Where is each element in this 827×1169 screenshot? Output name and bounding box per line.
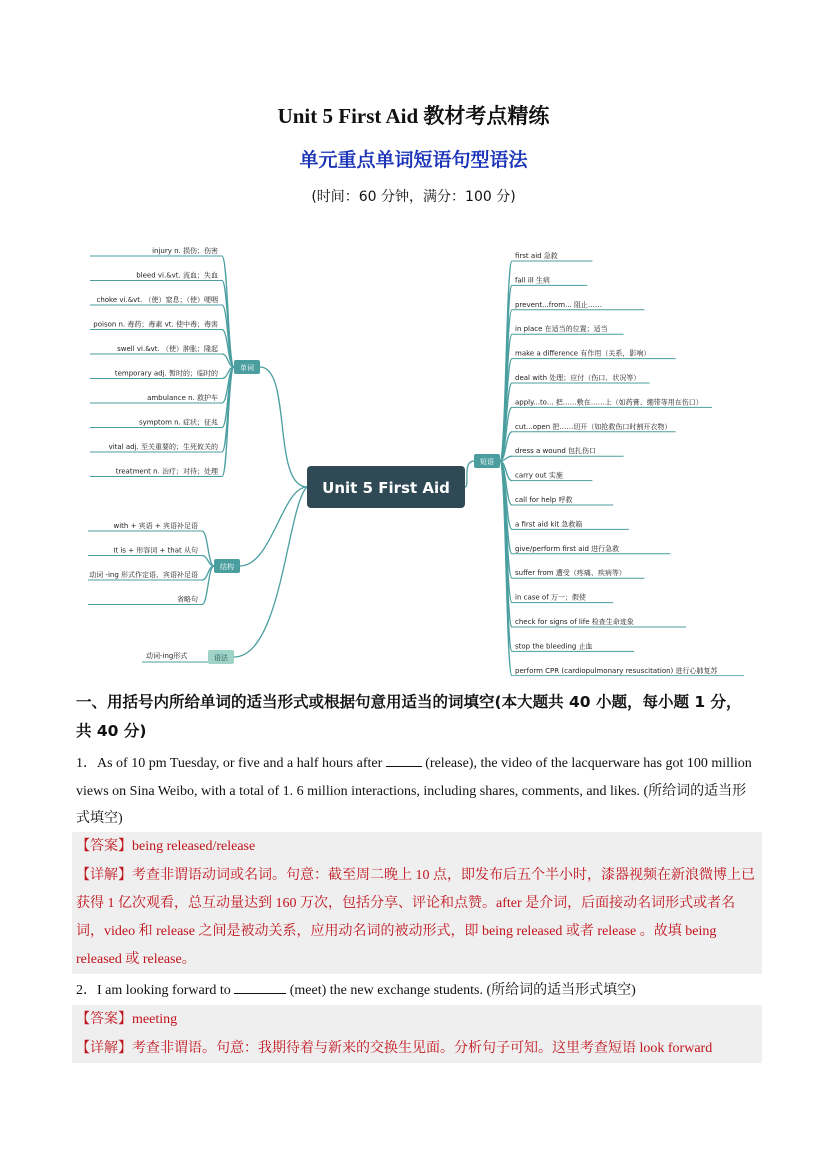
answer-box-1 bbox=[72, 832, 762, 974]
word-item: bleed vi.&vt. 流血；失血 bbox=[136, 271, 218, 280]
detail-line: 【详解】考查非谓语。句意：我期待着与新来的交换生见面。分析句子可知。这里考查短语 look forward bbox=[76, 1040, 713, 1056]
phrase-item: stop the bleeding 止血 bbox=[515, 642, 593, 651]
phrase-item: in case of 万一；假使 bbox=[515, 593, 586, 602]
word-item: symptom n. 症状；征兆 bbox=[138, 418, 218, 427]
answer-line: 【答案】meeting bbox=[76, 1011, 178, 1027]
phrase-item: in place 在适当的位置；适当 bbox=[515, 325, 608, 334]
answer-blank[interactable] bbox=[386, 753, 422, 767]
words-hub-label: 单词 bbox=[240, 364, 254, 372]
phrase-item: deal with 处理；应付（伤口、状况等） bbox=[515, 374, 641, 382]
detail-text: 考查非谓语动词或名词。句意：截至周二晚上 10 点，即发布后五个半小时，漆器视频在新浪微博上已获得 1 亿次观看，总互动量达到 160 万次，包括分享、评论和点赞。after 是介词，后面接动名词形式或者名词，video 和 release 之间是被动关系，应用动名词的被动形式，即 being released 或者 release 。故填 being released 或 release。 bbox=[76, 868, 755, 967]
word-item: choke vi.&vt. （使）窒息；（使）哽咽 bbox=[96, 296, 218, 304]
phrase-item: call for help 呼救 bbox=[515, 496, 573, 504]
question-2 bbox=[76, 977, 756, 1005]
structure-item: 省略句 bbox=[177, 595, 198, 604]
detail-text: 考查非谓语。句意：我期待着与新来的交换生见面。分析句子可知。这里考查短语 look forward bbox=[132, 1041, 713, 1056]
phrase-item: give/perform first aid 进行急救 bbox=[515, 544, 620, 553]
page-title: Unit 5 First Aid 教材考点精练 bbox=[277, 104, 550, 128]
phrase-item: apply...to... 把……敷在……上（如药膏、绷带等用在伤口） bbox=[515, 398, 703, 407]
word-item: treatment n. 治疗；对待；处理 bbox=[115, 467, 218, 476]
mind-map bbox=[82, 236, 747, 676]
question-1-stem-end: (release), the video of the lacquerware has got 100 million views on Sina Weibo, with a total of 1. 6 million interactions, including shares, comments, and likes. (所给词的适当形式填空) bbox=[76, 756, 752, 826]
word-item: vital adj. 至关重要的；生死攸关的 bbox=[108, 443, 218, 451]
word-item: swell vi.&vt. （使）肿胀；隆起 bbox=[117, 345, 218, 353]
question-2-stem-end: (meet) the new exchange students. (所给词的适当形式填空) bbox=[286, 983, 636, 998]
phrase-item: check for signs of life 检查生命迹象 bbox=[515, 618, 634, 626]
center-node-label: Unit 5 First Aid bbox=[322, 479, 450, 497]
word-item: temporary adj. 暂时的；临时的 bbox=[114, 369, 218, 378]
answer-text: meeting bbox=[132, 1012, 178, 1027]
answer-box-2 bbox=[72, 1005, 762, 1063]
structure-item: It is + 形容词 + that 从句 bbox=[113, 546, 198, 555]
phrase-item: suffer from 遭受（疼痛、疾病等） bbox=[515, 569, 626, 578]
phrases-hub-label: 短语 bbox=[480, 458, 494, 466]
word-item: poison n. 毒药；毒素 vt. 使中毒；毒害 bbox=[93, 320, 218, 329]
answer-line: 【答案】being released/release bbox=[76, 838, 256, 854]
phrase-item: cut...open 把……切开（如抢救伤口时割开衣物） bbox=[515, 422, 672, 431]
structures-hub-label: 结构 bbox=[220, 563, 234, 571]
word-item: ambulance n. 救护车 bbox=[147, 394, 218, 402]
phrase-item: carry out 实施 bbox=[515, 471, 563, 480]
question-2-stem-start: 2．I am looking forward to bbox=[76, 983, 235, 998]
time-score-note: (时间：60 分钟，满分：100 分) bbox=[311, 189, 516, 205]
page-subtitle: 单元重点单词短语句型语法 bbox=[299, 149, 528, 171]
question-1-stem-start: 1．As of 10 pm Tuesday, or five and a half hours after bbox=[76, 756, 386, 771]
phrase-item: fall ill 生病 bbox=[515, 276, 550, 285]
structure-item: 动词 -ing 形式作定语、宾语补足语 bbox=[89, 571, 198, 579]
phrase-item: prevent...from... 阻止…… bbox=[515, 300, 602, 309]
answer-text: being released/release bbox=[132, 839, 256, 854]
section-heading: 一、用括号内所给单词的适当形式或根据句意用适当的词填空(本大题共 40 小题，每小题 1 分，共 40 分) bbox=[76, 693, 742, 740]
phrase-item: make a difference 有作用（关系，影响） bbox=[515, 349, 651, 358]
phrase-item: a first aid kit 急救箱 bbox=[515, 520, 583, 529]
phrase-item: first aid 急救 bbox=[515, 252, 558, 260]
grammar-hub-label: 语法 bbox=[214, 654, 228, 662]
answer-blank[interactable] bbox=[234, 980, 286, 994]
question-1 bbox=[76, 750, 756, 833]
phrase-item: dress a wound 包扎伤口 bbox=[515, 447, 597, 456]
structure-item: with + 宾语 + 宾语补足语 bbox=[113, 522, 198, 530]
detail-line: 【详解】考查非谓语动词或名词。句意：截至周二晚上 10 点，即发布后五个半小时，漆器视频在新浪微博上已获得 1 亿次观看，总互动量达到 160 万次，包括分享、评论和点赞。after 是介词，后面接动名词形式或者名词，video 和 release 之间是被动关系，应用动名词的被动形式，即 being released 或者 release 。故填 being released 或 release。 bbox=[76, 867, 755, 967]
grammar-item: 动词-ing形式 bbox=[146, 652, 188, 660]
word-item: injury n. 损伤；伤害 bbox=[152, 247, 218, 255]
phrase-item: perform CPR (cardiopulmonary resuscitation) 进行心肺复苏 bbox=[515, 666, 718, 675]
